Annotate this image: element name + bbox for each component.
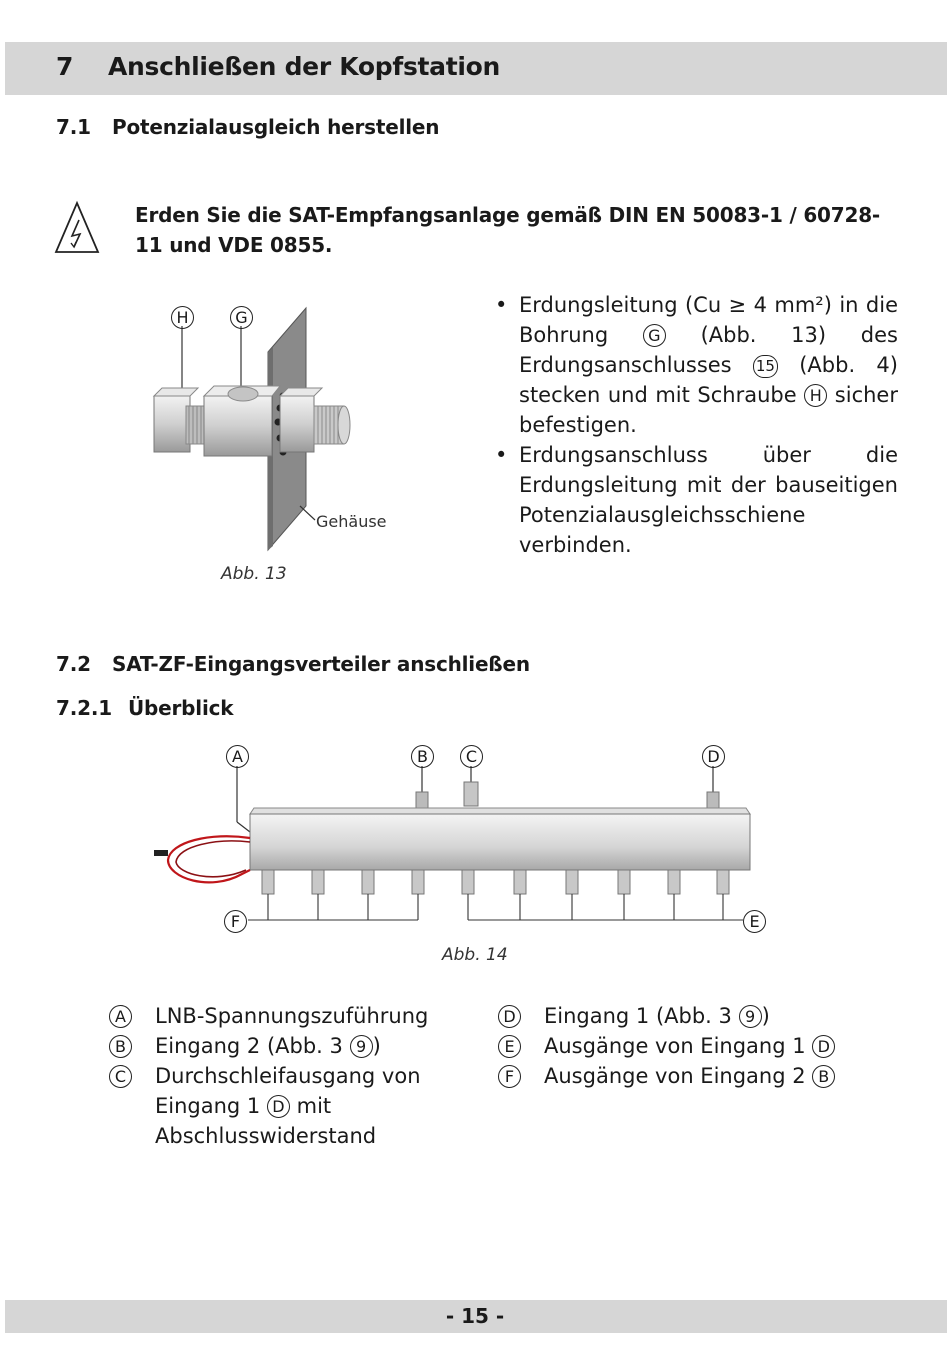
instruction-list [493,290,898,560]
legend-item-e: E Ausgänge von Eingang 1 D [498,1031,878,1061]
section-number: 7.1 [56,115,91,139]
figure14-label-b: B [411,745,434,768]
legend-item-b: B Eingang 2 (Abb. 3 9 ) [109,1031,449,1061]
list-item: • Erdungsleitung (Cu ≥ 4 mm²) in die Bohrung G (Abb. 13) des Erdungsanschlusses 15 (Abb. 4) stecken und mit Schraube H sicher befestigen. [493,290,898,440]
ref-g-marker: G [643,324,666,347]
warning-text: Erden Sie die SAT-Empfangsanlage gemäß DIN EN 50083-1 / 60728-11 und VDE 0855. [135,203,881,257]
legend-left [109,1001,449,1151]
figure14-caption: Abb. 14 [442,945,508,965]
e-outputs [462,870,729,894]
legend-item-c: C Durchschleifausgang von Eingang 1 D mit Abschlusswiderstand [109,1061,449,1151]
high-voltage-warning-icon [54,200,100,256]
distributor-illustration [150,742,790,942]
section-title: SAT-ZF-Eingangsverteiler anschließen [112,652,530,676]
subsection-title: Überblick [128,696,234,720]
chapter-title: Anschließen der Kopfstation [108,52,501,81]
figure14-label-a: A [226,745,249,768]
figure13-label-housing: Gehäuse [316,512,387,531]
ref-15-marker: 15 [753,355,778,378]
f-outputs [262,870,424,894]
legend-item-f: F Ausgänge von Eingang 2 B [498,1061,878,1091]
figure13-label-h: H [171,306,194,329]
figure13-label-g: G [230,306,253,329]
legend-item-d: D Eingang 1 (Abb. 3 9 ) [498,1001,878,1031]
figure13-caption: Abb. 13 [221,564,287,584]
page-number: - 15 - [445,1304,505,1328]
legend-item-a: A LNB-Spannungszuführung [109,1001,449,1031]
ref-h-marker: H [804,384,827,407]
section-title: Potenzialausgleich herstellen [112,115,440,139]
section-number: 7.2 [56,652,91,676]
legend-right [498,1001,878,1091]
figure14-label-e: E [743,910,766,933]
figure14-label-f: F [224,910,247,933]
figure14-label-d: D [702,745,725,768]
figure14-label-c: C [460,745,483,768]
chapter-number: 7 [56,52,74,81]
subsection-number: 7.2.1 [56,696,112,720]
list-item: • Erdungsanschluss über die Erdungsleitung mit der bauseitigen Potenzialausgleichsschiene verbinden. [493,440,898,560]
